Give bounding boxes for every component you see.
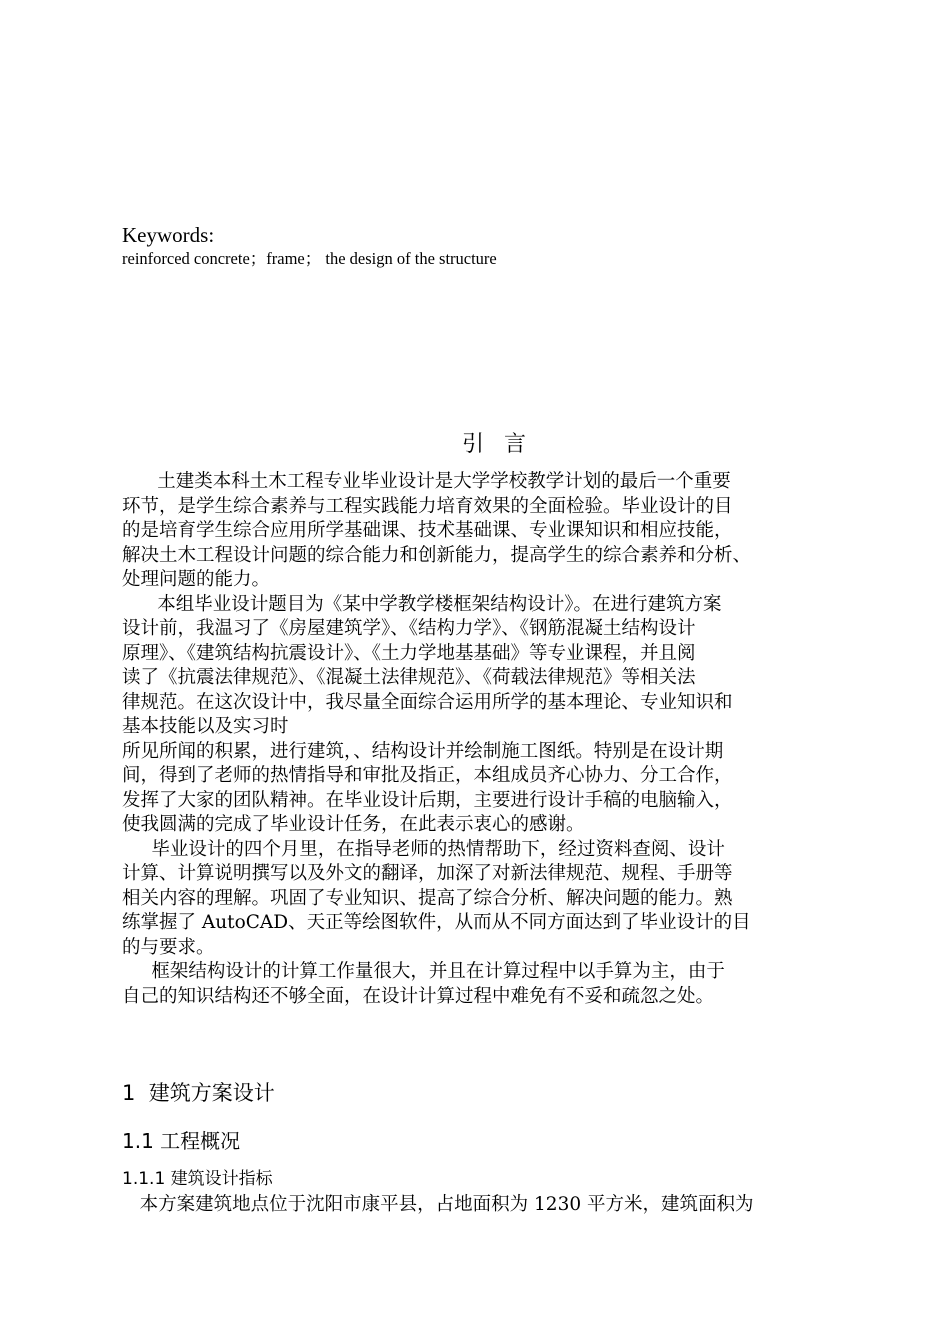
intro-line: 原理》、《建筑结构抗震设计》、《土力学地基基础》等专业课程，并且阅 — [122, 642, 696, 664]
intro-line: 设计前，我温习了《房屋建筑学》、《结构力学》、《钢筋混凝土结构设计 — [122, 618, 696, 639]
section-heading: 1.1 工程概况 — [122, 1129, 241, 1153]
intro-line: 发挥了大家的团队精神。在毕业设计后期，主要进行设计手稿的电脑输入， — [122, 789, 733, 811]
intro-line: 的与要求。 — [122, 936, 215, 958]
intro-line: 律规范。在这次设计中，我尽量全面综合运用所学的基本理论、专业知识和 — [122, 691, 733, 713]
intro-line: 相关内容的理解。巩固了专业知识、提高了综合分析、解决问题的能力。熟 — [122, 887, 733, 909]
intro-line: 所见所闻的积累，进行建筑，、结构设计并绘制施工图纸。特别是在设计期 — [122, 740, 724, 762]
intro-line: 自己的知识结构还不够全面，在设计计算过程中难免有不妥和疏忽之处。 — [122, 985, 715, 1007]
paragraph-line: 本方案建筑地点位于沈阳市康平县，占地面积为 1230 平方米，建筑面积为 — [122, 1194, 754, 1215]
intro-line: 读了《抗震法律规范》、《混凝土法律规范》、《荷载法律规范》等相关法 — [122, 667, 696, 688]
intro-line: 处理问题的能力。 — [122, 569, 271, 590]
intro-line: 基本技能以及实习时 — [122, 716, 289, 737]
intro-line: 解决土木工程设计问题的综合能力和创新能力，提高学生的综合素养和分析、 — [122, 544, 752, 566]
intro-line: 计算、计算说明撰写以及外文的翻译，加深了对新法律规范、规程、手册等 — [122, 863, 733, 884]
chapter-heading: 1 建筑方案设计 — [122, 1081, 275, 1105]
intro-line: 毕业设计的四个月里，在指导老师的热情帮助下，经过资料查阅、设计 — [122, 838, 725, 860]
keywords-text: reinforced concrete；frame； the design of the structure — [122, 249, 497, 268]
intro-line: 使我圆满的完成了毕业设计任务，在此表示衷心的感谢。 — [122, 814, 585, 835]
intro-line: 的是培育学生综合应用所学基础课、技术基础课、专业课知识和相应技能， — [122, 520, 733, 541]
intro-body — [122, 470, 882, 1009]
intro-line: 练掌握了 AutoCAD、天正等绘图软件，从而从不同方面达到了毕业设计的目 — [122, 912, 751, 933]
intro-title: 引 言 — [462, 432, 528, 457]
intro-line: 环节，是学生综合素养与工程实践能力培育效果的全面检验。毕业设计的目 — [122, 495, 733, 517]
intro-line: 框架结构设计的计算工作量很大，并且在计算过程中以手算为主，由于 — [122, 961, 725, 982]
intro-line: 间，得到了老师的热情指导和审批及指正，本组成员齐心协力、分工合作， — [122, 765, 733, 786]
keywords-label: Keywords: — [122, 223, 215, 247]
subsection-heading: 1.1.1 建筑设计指标 — [122, 1169, 273, 1189]
intro-line: 土建类本科土木工程专业毕业设计是大学学校教学计划的最后一个重要 — [122, 471, 731, 492]
intro-line: 本组毕业设计题目为《某中学教学楼框架结构设计》。在进行建筑方案 — [122, 593, 722, 615]
